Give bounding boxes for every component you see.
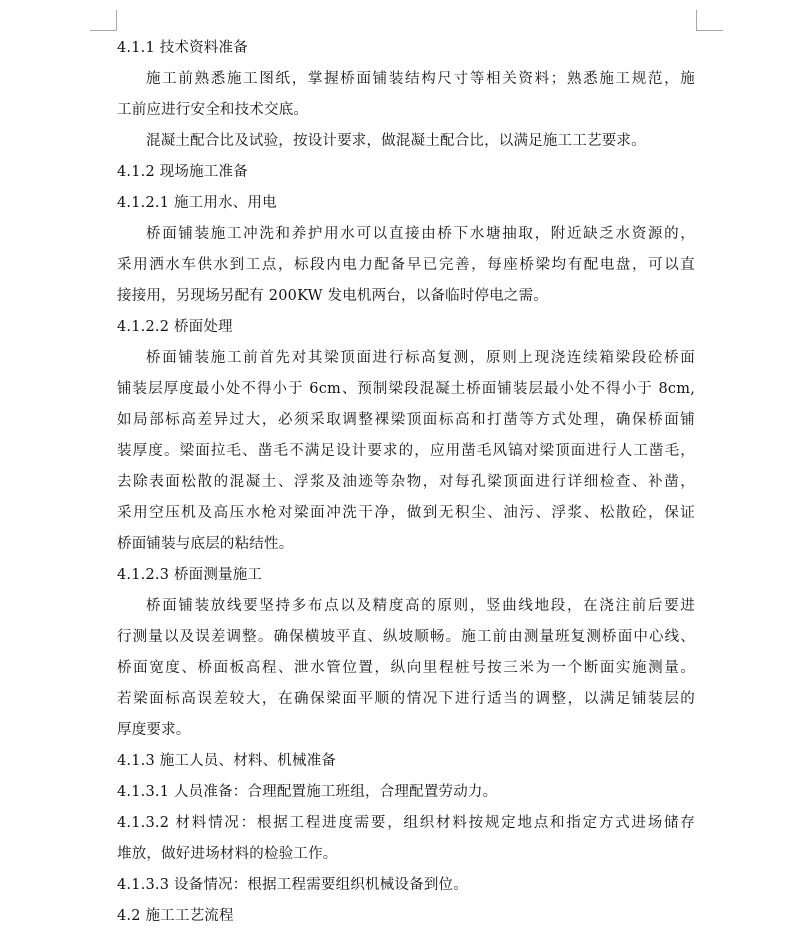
section-heading: 4.1.3.1 人员准备：合理配置施工班组，合理配置劳动力。 <box>117 784 498 800</box>
page-corner-mark-top-left <box>90 10 117 31</box>
paragraph-line: 采用洒水车供水到工点，标段内电力配备早已完善，每座桥梁均有配电盘，可以直 <box>117 257 695 273</box>
section-heading: 4.1.2 现场施工准备 <box>117 164 248 180</box>
section-heading: 4.1.2.2 桥面处理 <box>117 319 233 335</box>
document-body[interactable] <box>117 33 695 932</box>
paragraph-line: 去除表面松散的混凝土、浮浆及油迹等杂物，对每孔梁顶面进行详细检查、补凿， <box>117 474 695 490</box>
paragraph-line: 装厚度。梁面拉毛、凿毛不满足设计要求的，应用凿毛风镐对梁顶面进行人工凿毛， <box>117 443 695 459</box>
paragraph-line: 混凝土配合比及试验，按设计要求，做混凝土配合比，以满足施工工艺要求。 <box>146 133 646 149</box>
paragraph-line: 桥面铺装施工前首先对其梁顶面进行标高复测，原则上现浇连续箱梁段砼桥面 <box>146 350 695 366</box>
paragraph-line: 桥面铺装施工冲洗和养护用水可以直接由桥下水塘抽取，附近缺乏水资源的， <box>146 226 695 242</box>
paragraph-line: 接接用，另现场另配有 200KW 发电机两台，以备临时停电之需。 <box>117 288 549 304</box>
section-heading: 4.1.2.3 桥面测量施工 <box>117 567 263 583</box>
paragraph-line: 如局部标高差异过大，必须采取调整裸梁顶面标高和打凿等方式处理，确保桥面铺 <box>117 412 695 428</box>
paragraph-line: 堆放，做好进场材料的检验工作。 <box>117 846 338 862</box>
paragraph-line: 若梁面标高误差较大，在确保梁面平顺的情况下进行适当的调整，以满足铺装层的 <box>117 691 695 707</box>
section-heading: 4.1.3.2 材料情况：根据工程进度需要，组织材料按规定地点和指定方式进场储存 <box>117 815 695 831</box>
page-corner-mark-top-right <box>696 10 723 31</box>
section-heading: 4.1.2.1 施工用水、用电 <box>117 195 277 211</box>
paragraph-line: 施工前熟悉施工图纸，掌握桥面铺装结构尺寸等相关资料；熟悉施工规范，施 <box>146 71 695 87</box>
paragraph-line: 桥面铺装放线要坚持多布点以及精度高的原则，竖曲线地段，在浇注前后要进 <box>146 598 695 614</box>
section-heading: 4.1.1 技术资料准备 <box>117 40 248 56</box>
paragraph-line: 厚度要求。 <box>117 722 191 738</box>
paragraph-line: 行测量以及误差调整。确保横坡平直、纵坡顺畅。施工前由测量班复测桥面中心线、 <box>117 629 695 645</box>
section-heading: 4.1.3.3 设备情况：根据工程需要组织机械设备到位。 <box>117 877 468 893</box>
section-heading: 4.1.3 施工人员、材料、机械准备 <box>117 753 337 769</box>
paragraph-line: 桥面宽度、桥面板高程、泄水管位置，纵向里程桩号按三米为一个断面实施测量。 <box>117 660 695 676</box>
paragraph-line: 铺装层厚度最小处不得小于 6cm、预制梁段混凝土桥面铺装层最小处不得小于 8cm, <box>117 381 695 397</box>
paragraph-line: 工前应进行安全和技术交底。 <box>117 102 309 118</box>
paragraph-line: 采用空压机及高压水枪对梁面冲洗干净，做到无积尘、油污、浮浆、松散砼，保证 <box>117 505 695 521</box>
paragraph-line: 桥面铺装与底层的粘结性。 <box>117 536 294 552</box>
section-heading: 4.2 施工工艺流程 <box>117 908 234 924</box>
